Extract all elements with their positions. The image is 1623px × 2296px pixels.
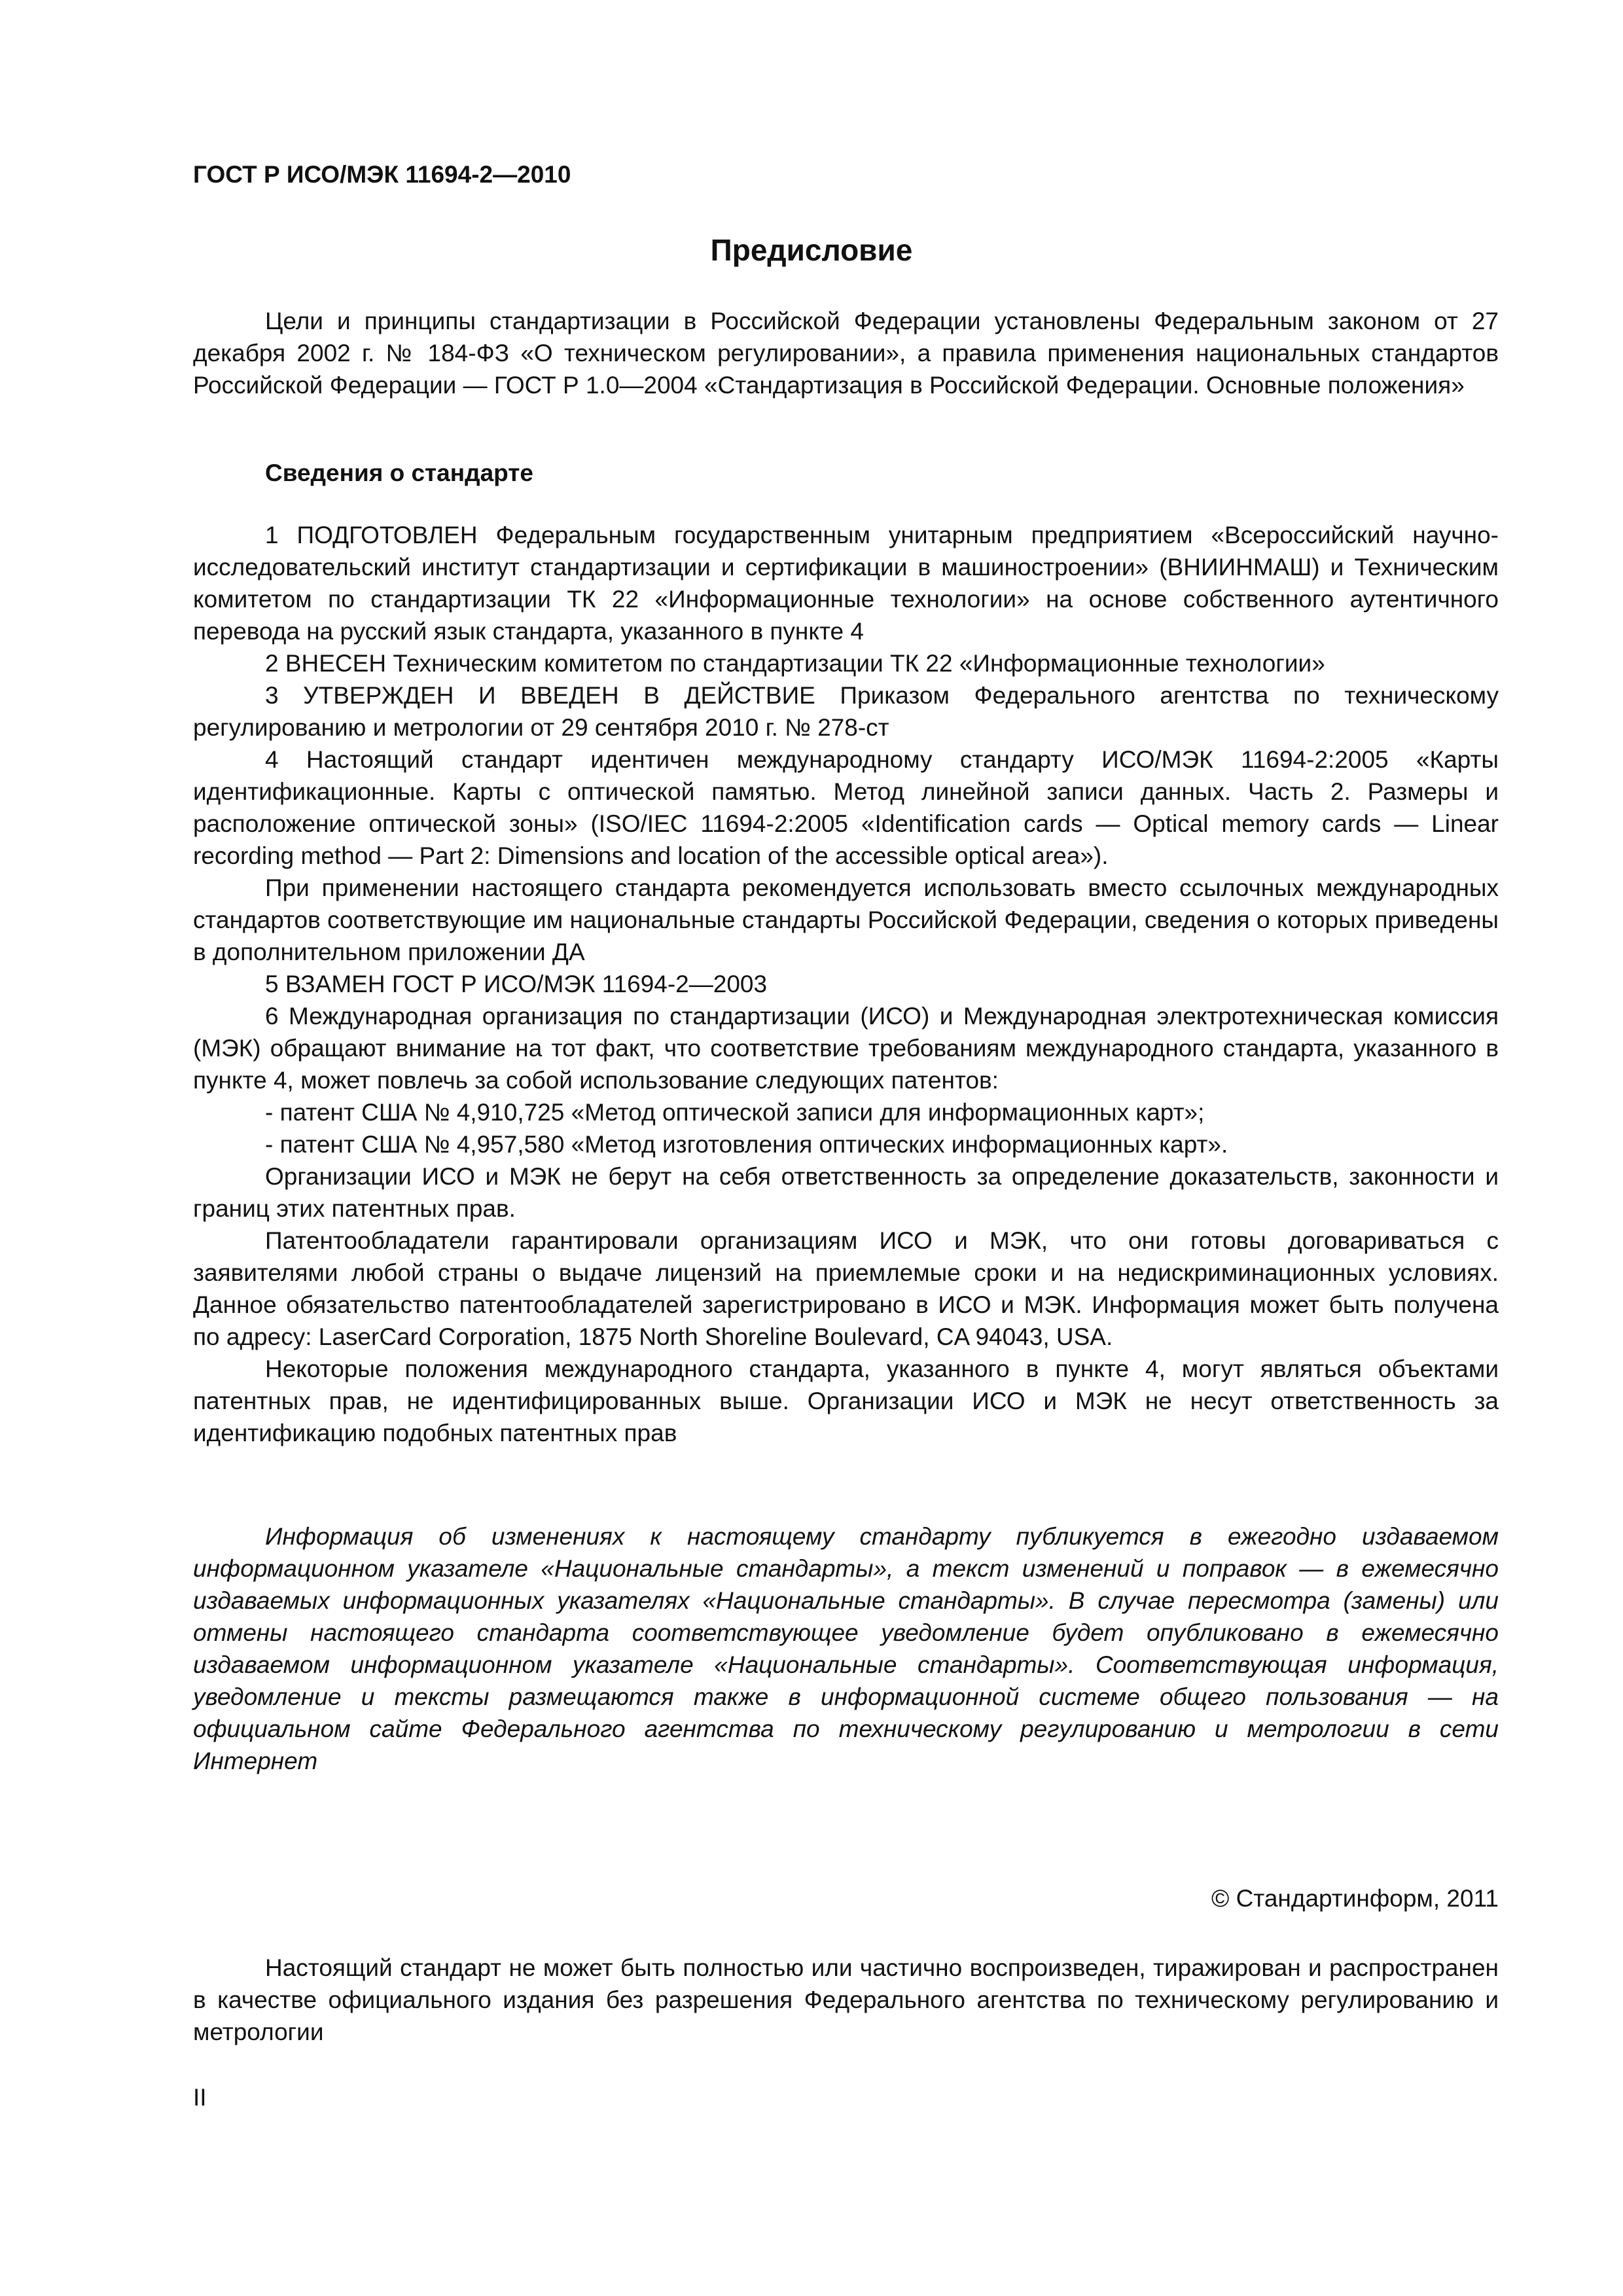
standard-code: ГОСТ Р ИСО/МЭК 11694-2—2010 <box>193 161 571 188</box>
patent-2: - патент США № 4,957,580 «Метод изготовления оптических информационных карт». <box>265 1131 1228 1158</box>
patent-other: Некоторые положения международного стандарта, указанного в пункте 4, могут являться объектами патентных прав, не идентифицированных выше. Организации ИСО и МЭК не несут ответственность за идентификацию подобных патентных прав <box>193 1355 1499 1446</box>
patent-responsibility: Организации ИСО и МЭК не берут на себя ответственность за определение доказательств, законности и границ этих патентных прав. <box>193 1163 1499 1222</box>
copyright: © Стандартинформ, 2011 <box>1211 1885 1499 1912</box>
reproduction-paragraph: Настоящий стандарт не может быть полностью или частично воспроизведен, тиражирован и распространен в качестве официального издания без разрешения Федерального агентства по техническому регулированию и метрологии <box>193 1954 1499 2045</box>
item-approved: 3 УТВЕРЖДЕН И ВВЕДЕН В ДЕЙСТВИЕ Приказом Федерального агентства по техническому регулированию и метрологии от 29 сентября 2010 г. № 278-ст <box>193 682 1499 741</box>
page-number: II <box>193 2084 207 2111</box>
patent-licensing: Патентообладатели гарантировали организациям ИСО и МЭК, что они готовы договариваться с заявителями любой страны о выдаче лицензий на приемлемые сроки и на недискриминационных условиях. Данное обязательство патентообладателей зарегистрировано в ИСО и МЭК. Информация может быть получена по адресу: LaserCard Corporation, 1875 North Shoreline Boulevard, CA 94043, USA. <box>193 1227 1499 1350</box>
reproduction-notice <box>193 1952 1499 2048</box>
patent-1: - патент США № 4,910,725 «Метод оптической записи для информационных карт»; <box>265 1099 1205 1126</box>
intro-paragraph: Цели и принципы стандартизации в Российской Федерации установлены Федеральным законом от 27 декабря 2002 г. № 184-ФЗ «О техническом регулировании», а правила применения национальных стандартов Российской Федерации — ГОСТ Р 1.0—2004 «Стандартизация в Российской Федерации. Основные положения» <box>193 308 1499 399</box>
page-title: Предисловие <box>710 233 913 267</box>
changes-info-notice <box>193 1520 1499 1777</box>
intro-section <box>193 305 1499 401</box>
item-replaces: 5 ВЗАМЕН ГОСТ Р ИСО/МЭК 11694-2—2003 <box>265 971 768 997</box>
changes-info-paragraph: Информация об изменениях к настоящему стандарту публикуется в ежегодно издаваемом информационном указателе «Национальные стандарты», а текст изменений и поправок — в ежемесячно издаваемых информационных указателях «Национальные стандарты». В случае пересмотра (замены) или отмены настоящего стандарта соответствующее уведомление будет опубликовано в ежемесячно издаваемом информационном указателе «Национальные стандарты». Соответствующая информация, уведомление и тексты размещаются также в информационной системе общего пользования — на официальном сайте Федерального агентства по техническому регулированию и метрологии в сети Интернет <box>193 1523 1499 1774</box>
item-identical: 4 Настоящий стандарт идентичен международному стандарту ИСО/МЭК 11694-2:2005 «Карты идентификационные. Карты с оптической памятью. Метод линейной записи данных. Часть 2. Размеры и расположение оптической зоны» (ISO/IEC 11694-2:2005 «Identification cards — Optical memory cards — Linear recording method — Part 2: Dimensions and location of the accessible optical area»). <box>193 746 1499 869</box>
section-subheading: Сведения о стандарте <box>265 459 533 486</box>
item-references-note: При применении настоящего стандарта рекомендуется использовать вместо ссылочных международных стандартов соответствующие им национальные стандарты Российской Федерации, сведения о которых приведены в дополнительном приложении ДА <box>193 874 1499 965</box>
item-prepared: 1 ПОДГОТОВЛЕН Федеральным государственным унитарным предприятием «Всероссийский научно-исследовательский институт стандартизации и сертификации в машиностроении» (ВНИИНМАШ) и Техническим комитетом по стандартизации ТК 22 «Информационные технологии» на основе собственного аутентичного перевода на русский язык стандарта, указанного в пункте 4 <box>193 522 1499 645</box>
item-patents: 6 Международная организация по стандартизации (ИСО) и Международная электротехническая комиссия (МЭК) обращают внимание на тот факт, что соответствие требованиям международного стандарта, указанного в пункте 4, может повлечь за собой использование следующих патентов: <box>193 1003 1499 1094</box>
standard-info-section <box>193 519 1499 1449</box>
item-introduced: 2 ВНЕСЕН Техническим комитетом по стандартизации ТК 22 «Информационные технологии» <box>265 650 1325 677</box>
